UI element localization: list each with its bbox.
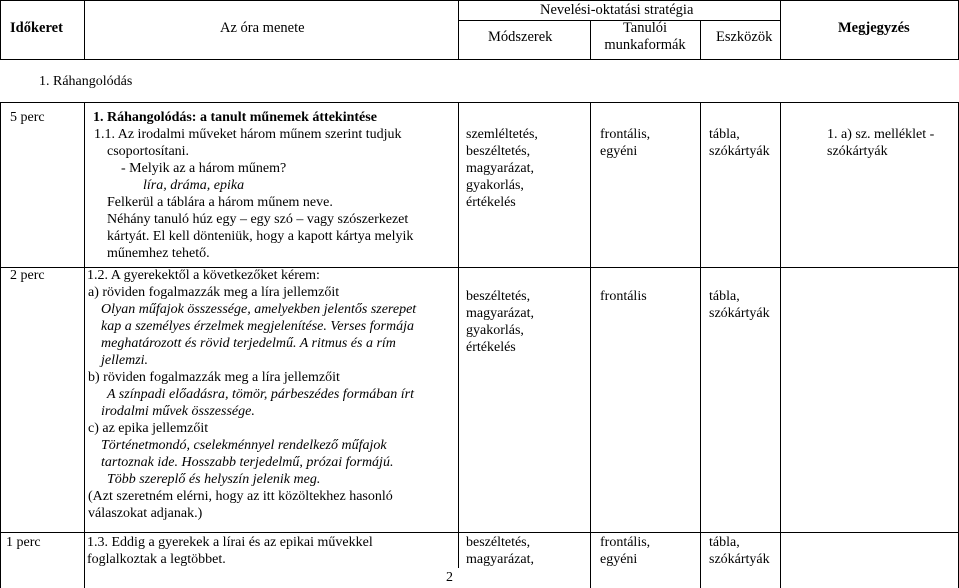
row1-line: csoportosítani. bbox=[107, 144, 190, 159]
row1-note: 1. a) sz. melléklet - bbox=[827, 127, 935, 142]
header-tanuloi-line1: Tanulói bbox=[622, 20, 668, 36]
row3-methods bbox=[466, 534, 534, 568]
row1-line: 1.1. Az irodalmi műveket három műnem szerint tudjuk bbox=[94, 127, 402, 142]
section-bottom-line bbox=[0, 102, 959, 103]
row2-heading: 1.2. A gyerekektől a következőket kérem: bbox=[87, 268, 320, 283]
header-ora-menete: Az óra menete bbox=[220, 20, 305, 36]
row1-question: - Melyik az a három műnem? bbox=[121, 161, 287, 176]
col-divider-time-body bbox=[84, 102, 85, 588]
row2-answer: tartoznak ide. Hosszabb terjedelmű, prózai formájú. bbox=[101, 455, 394, 470]
col-divider-tools bbox=[780, 0, 781, 59]
row2-line: c) az epika jellemzőit bbox=[88, 421, 209, 436]
row1-line: műnemhez tehető. bbox=[107, 246, 210, 261]
row2-tool: tábla, bbox=[709, 289, 740, 304]
row1-tools bbox=[709, 126, 770, 160]
col-divider-content-body bbox=[458, 102, 459, 568]
row3-workforms bbox=[600, 534, 650, 568]
row2-methods bbox=[466, 288, 534, 356]
col-divider-content bbox=[458, 0, 459, 59]
row3-time: 1 perc bbox=[6, 535, 41, 550]
header-eszkozok: Eszközök bbox=[716, 29, 773, 45]
row2-answer: kap a személyes érzelmek megjelenítése. Verses formája bbox=[101, 319, 414, 334]
row2-content bbox=[87, 267, 416, 522]
header-bottom-line bbox=[0, 59, 959, 60]
row2-answer: meghatározott és rövid terjedelmű. A ritmus és a rím bbox=[101, 336, 396, 351]
row3-line: foglalkoztak a legtöbbet. bbox=[87, 552, 226, 567]
row3-workform: egyéni bbox=[600, 552, 638, 567]
row1-workform: frontális, bbox=[600, 127, 651, 142]
row2-line: b) röviden fogalmazzák meg a líra jellemzőit bbox=[88, 370, 340, 385]
row2-method: értékelés bbox=[466, 340, 516, 355]
row2-tools bbox=[709, 288, 770, 322]
row1-line: kártyát. El kell dönteniük, hogy a kapott kártya melyik bbox=[107, 229, 414, 244]
col-divider-workforms-body bbox=[700, 102, 701, 588]
row2-answer: Több szereplő és helyszín jelenik meg. bbox=[107, 472, 321, 487]
row1-note: szókártyák bbox=[827, 144, 888, 159]
header-modszerek: Módszerek bbox=[488, 29, 553, 45]
row1-method: magyarázat, bbox=[466, 161, 535, 176]
row1-method: beszéltetés, bbox=[466, 144, 531, 159]
row3-workform: frontális, bbox=[600, 535, 651, 550]
row2-line: válaszokat adjanak.) bbox=[88, 506, 203, 521]
row3-tool: szókártyák bbox=[709, 552, 770, 567]
col-divider-tools-body bbox=[780, 102, 781, 588]
table-border-top bbox=[0, 0, 959, 1]
row2-workforms bbox=[600, 288, 647, 305]
row1-method: szemléltetés, bbox=[466, 127, 538, 142]
row1-workform: egyéni bbox=[600, 144, 638, 159]
col-divider-workforms bbox=[700, 20, 701, 59]
row2-answer: Olyan műfajok összessége, amelyekben jelentős szerepet bbox=[101, 302, 417, 317]
row1-heading: 1. Ráhangolódás: a tanult műnemek áttekintése bbox=[93, 110, 377, 125]
row1-workforms bbox=[600, 126, 650, 160]
row1-tool: tábla, bbox=[709, 127, 740, 142]
row2-tool: szókártyák bbox=[709, 306, 770, 321]
row1-tool: szókártyák bbox=[709, 144, 770, 159]
row1-notes bbox=[827, 126, 934, 160]
row2-method: beszéltetés, bbox=[466, 289, 531, 304]
header-megjegyzes: Megjegyzés bbox=[838, 20, 910, 36]
row3-tools bbox=[709, 534, 770, 568]
row1-method: gyakorlás, bbox=[466, 178, 524, 193]
row2-answer: Történetmondó, cselekménnyel rendelkező műfajok bbox=[101, 438, 387, 453]
row1-methods bbox=[466, 126, 538, 211]
row2-bottom-line bbox=[0, 532, 959, 533]
table-border-left bbox=[0, 0, 1, 59]
header-idokeret: Időkeret bbox=[10, 20, 63, 36]
row3-heading: 1.3. Eddig a gyerekek a lírai és az epikai művekkel bbox=[87, 535, 373, 550]
section-title: 1. Ráhangolódás bbox=[39, 74, 133, 89]
row3-method: magyarázat, bbox=[466, 552, 535, 567]
row1-line: Felkerül a táblára a három műnem neve. bbox=[107, 195, 333, 210]
row2-answer: irodalmi művek összessége. bbox=[101, 404, 255, 419]
row1-content bbox=[93, 109, 413, 262]
row2-answer: jellemzi. bbox=[101, 353, 149, 368]
row3-content bbox=[87, 534, 373, 568]
row1-answer: líra, dráma, epika bbox=[143, 178, 245, 193]
row3-tool: tábla, bbox=[709, 535, 740, 550]
row2-workform: frontális bbox=[600, 289, 647, 304]
row1-time: 5 perc bbox=[10, 110, 45, 125]
row2-answer: A színpadi előadásra, tömör, párbeszédes formában írt bbox=[107, 387, 414, 402]
col-divider-time bbox=[84, 0, 85, 59]
header-strategia: Nevelési-oktatási stratégia bbox=[540, 2, 694, 18]
row1-method: értékelés bbox=[466, 195, 516, 210]
header-tanuloi-line2: munkaformák bbox=[604, 37, 686, 53]
page-number: 2 bbox=[446, 570, 453, 585]
row2-line: a) röviden fogalmazzák meg a líra jellemzőit bbox=[88, 285, 340, 300]
col-divider-methods-body bbox=[590, 102, 591, 588]
row2-time: 2 perc bbox=[10, 268, 45, 283]
row2-line: (Azt szeretném elérni, hogy az itt közöltekhez hasonló bbox=[88, 489, 393, 504]
table-border-left-body bbox=[0, 102, 1, 588]
row2-method: magyarázat, bbox=[466, 306, 535, 321]
row3-method: beszéltetés, bbox=[466, 535, 531, 550]
row1-line: Néhány tanuló húz egy – egy szó – vagy szószerkezet bbox=[107, 212, 409, 227]
row2-method: gyakorlás, bbox=[466, 323, 524, 338]
